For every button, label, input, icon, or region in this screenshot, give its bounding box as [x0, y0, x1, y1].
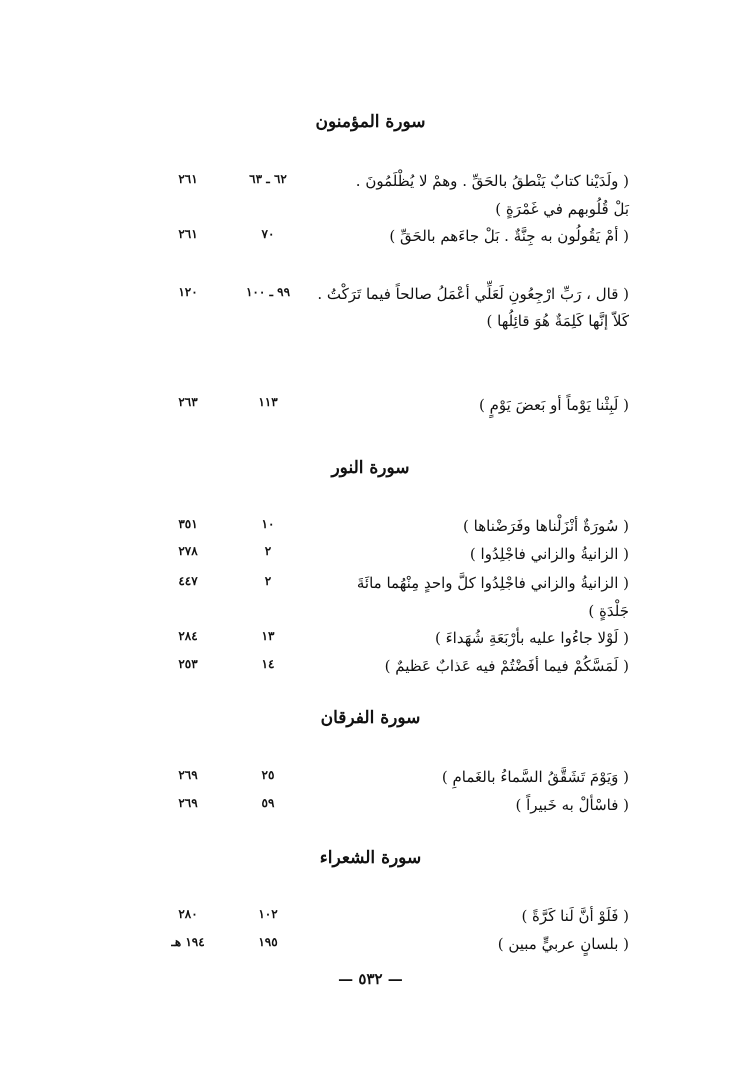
verse-text: جَلْدَةٍ ): [588, 602, 629, 620]
page-number: ٣٥١: [178, 517, 198, 531]
page-number: ٢٧٨: [178, 544, 198, 558]
verse-text: بَلْ قُلُوبهم في غَمْرَةٍ ): [495, 200, 629, 218]
verse-text: ( ولَدَيْنا كتابٌ يَنْطقُ بالحَقِّ . وهمْ لا يُظْلَمُونَ .: [355, 172, 629, 190]
section-title-al-furqan: سورة الفرقان: [320, 708, 421, 728]
verse-text: ( وَيَوْمَ تَشَقَّقُ السَّماءُ بالغَمامِ ): [441, 768, 629, 786]
page-number: ٢٦٩: [178, 768, 198, 782]
page-number: ٤٤٧: [178, 574, 198, 588]
section-title-al-muminun: سورة المؤمنون: [315, 112, 426, 132]
verse-text: كَلاّ إنَّها كَلِمَةٌ هُوَ قائِلُها ): [486, 312, 629, 330]
page-number: ٢٦١: [178, 172, 198, 186]
ayah-number: ١٣: [261, 629, 275, 643]
page-number: ٢٥٣: [178, 657, 198, 671]
verse-text: ( سُورَةٌ أنْزَلْناها وفَرَضْناها ): [463, 517, 629, 535]
page-number: ١٢٠: [178, 285, 198, 299]
page-number: ٢٦٣: [178, 395, 198, 409]
ayah-number: ٧٠: [261, 227, 275, 241]
page-footer-number: — ٥٣٢ —: [338, 970, 403, 988]
ayah-number: ٩٩ ـ ١٠٠: [245, 285, 291, 299]
verse-text: ( الزانيةُ والزاني فاجْلِدُوا ): [469, 545, 629, 563]
ayah-number: ٥٩: [261, 796, 275, 810]
verse-text: ( لَوْلا جاءُوا عليه بأرْبَعَةِ شُهَداءَ ): [435, 629, 629, 647]
verse-text: ( فاسْألْ به خَبيراً ): [515, 796, 629, 814]
verse-text: ( أمْ يَقُولُون به جِنَّةٌ . بَلْ جاءَهم بالحَقِّ ): [389, 227, 629, 245]
page-number: ٢٨٠: [178, 907, 198, 921]
verse-text: ( لَمَسَّكُمْ فيما أفَضْتُمْ فيه عَذابٌ عَظيمٌ ): [384, 657, 629, 675]
ayah-number: ١٠٢: [258, 907, 278, 921]
section-title-an-nur: سورة النور: [331, 458, 410, 478]
page-number: ٢٨٤: [178, 629, 198, 643]
ayah-number: ٢٥: [261, 768, 275, 782]
page-number: ٢٦١: [178, 227, 198, 241]
ayah-number: ١٤: [261, 657, 275, 671]
section-title-ash-shuara: سورة الشعراء: [319, 848, 422, 868]
verse-text: ( الزانيةُ والزاني فاجْلِدُوا كلَّ واحدٍ مِنْهُما مائَةَ: [356, 574, 629, 592]
ayah-number: ١١٣: [258, 395, 278, 409]
page-number: ٢٦٩: [178, 796, 198, 810]
verse-text: ( لَبِثْنا يَوْماً أو بَعضَ يَوْمٍ ): [479, 396, 629, 414]
ayah-number: ٢: [264, 544, 272, 558]
ayah-number: ٦٢ ـ ٦٣: [249, 172, 287, 186]
page-number: ١٩٤ هـ: [171, 935, 205, 949]
ayah-number: ١٠: [261, 517, 275, 531]
ayah-number: ١٩٥: [258, 935, 278, 949]
verse-text: ( فَلَوْ أنَّ لَنا كَرَّةً ): [521, 907, 629, 925]
verse-text: ( قال ، رَبِّ ارْجِعُونِ لَعَلِّي أعْمَلُ صالحاً فيما تَرَكْتُ .: [317, 285, 629, 303]
ayah-number: ٢: [264, 574, 272, 588]
verse-text: ( بلسانٍ عربيٍّ مبين ): [497, 935, 629, 953]
